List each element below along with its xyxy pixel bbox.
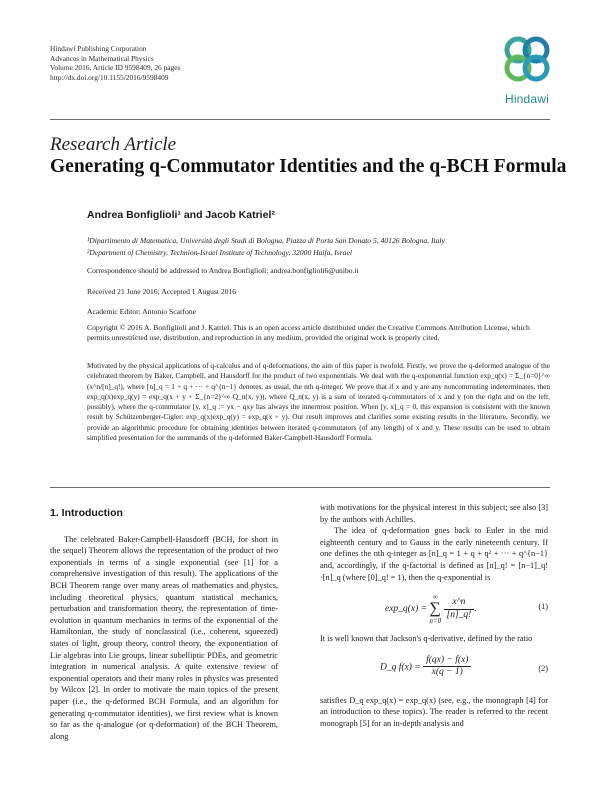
affiliation-2: ²Department of Chemistry, Technion-Israel Institute of Technology, 32000 Haifa, Israel [87, 248, 352, 257]
eq1-sum-top: ∞ [432, 593, 438, 602]
eq1-sum-bottom: n=0 [429, 617, 442, 626]
right-column [320, 502, 548, 730]
logo-wordmark: Hindawi [504, 92, 550, 106]
abstract: Motivated by the physical applications of q-calculus and of q-deformations, the aim of this paper is twofold. Firstly, we prove the q-deformed analogue of the celebrated theorem by Baker, Campbell, and Hausdorff for the product of two exponentials. We deal with the q-exponential function exp_q(x) = Σ_{n=0}^∞ (x^n/[n]_q!), where [n]_q = 1 + q + ··· + q^{n−1} denotes, as usual, the nth q-integer. We prove that if x and y are any noncommuting indeterminates, then exp_q(x)exp_q(y) = exp_q(x + y + Σ_{n=2}^∞ Q_n(x, y)), where Q_n(x, y) is a sum of iterated q-commutators of x and y (on the right and on the left, possibly), where the q-commutator [y, x]_q := yx − qxy has always the innermost position. When [y, x]_q = 0, this expansion is consistent with the known result by Schützenberger-Cigler: exp_q(x)exp_q(y) = exp_q(x + y). Our result improves and clarifies some existing results in the literature. Secondly, we provide an algorithmic procedure for obtaining identities between iterated q-commutators (of any length) of x and y. These results can be used to obtain simplified presentation for the summands of the q-deformed Baker-Campbell-Hausdorff Formula. [87, 361, 550, 443]
correspondence: Correspondence should be addressed to Andrea Bonfiglioli; andrea.bonfiglioli6@unibo.it [87, 266, 359, 275]
equation-2 [320, 651, 548, 689]
eq1-fraction [444, 597, 475, 621]
hindawi-logo-icon [492, 30, 562, 90]
eq1-number: (1) [538, 602, 548, 612]
paper-title: Generating q-Commutator Identities and the q-BCH Formula [50, 156, 567, 177]
doi-link[interactable]: http://dx.doi.org/10.1155/2016/9598409 [50, 72, 169, 82]
article-type: Research Article [50, 134, 177, 155]
dates: Received 21 June 2016; Accepted 1 August 2016 [87, 287, 237, 296]
right-paragraph-1: with motivations for the physical interest in this subject; see also [3] by the authors with Achilles. [320, 503, 548, 524]
affiliation-1: ¹Dipartimento di Matematica, Università degli Studi di Bologna, Piazza di Porta San Donato 5, 40126 Bologna, Italy [87, 236, 445, 245]
eq1-lhs: exp_q(x) = [385, 604, 428, 615]
section-heading: 1. Introduction [50, 507, 123, 519]
eq1-numerator: x^n [444, 597, 475, 610]
academic-editor: Academic Editor: Antonio Scarfone [87, 307, 197, 316]
eq1-denominator: [n]_q! [446, 609, 472, 620]
authors: Andrea Bonfiglioli¹ and Jacob Katriel² [87, 209, 275, 221]
abstract-divider [50, 487, 550, 488]
left-column [50, 502, 278, 742]
volume-info: Volume 2016, Article ID 9598409, 26 pages [50, 63, 181, 73]
right-paragraph-2: The idea of q-deformation goes back to Euler in the mid eighteenth century and to Gauss in the early nineteenth century. If one defines the nth q-integer as [n]_q = 1 + q + q² + ··· + q^{n−1} and, accordingly, if the q-factorial is defined as [n]_q! = [n−1]_q!·[n]_q (where [0]_q! = 1), then the q-exponential is [320, 526, 548, 582]
eq2-fraction [423, 655, 471, 679]
eq1-tail: . [474, 604, 477, 615]
hindawi-logo [492, 30, 562, 108]
journal-header [50, 44, 180, 82]
copyright: Copyright © 2016 A. Bonfiglioli and J. Katriel. This is an open access article distributed under the Creative Commons Attribution License, which permits unrestricted use, distribution, and reproduction in any medium, provided the original work is properly cited. [87, 323, 530, 342]
eq2-numerator: f(qx) − f(x) [423, 655, 471, 668]
eq2-lhs: D_q f(x) = [380, 662, 421, 673]
equation-1 [320, 589, 548, 627]
intro-paragraph: The celebrated Baker-Campbell-Hausdorff (BCH, for short in the sequel) Theorem allows the representation of the product of two exponentials in terms of a single exponential (see [1] for a comprehensive investigation of this result). The applications of the BCH Theorem range over many areas of mathematics and physics, including theoretical physics, quantum statistical mechanics, perturbation and transformation theory, the representation of time-evolution in quantum mechanics in terms of the exponential of the Hamiltonian, the study of nonclassical (i.e., coherent, squeezed) states of light, group theory, control theory, the exponentiation of Lie algebras into Lie groups, linear subelliptic PDEs, and geometric integration in numerical analysis. A quite extensive review of exponential operators and their many roles in physics was presented by Wilcox [2]. In order to motivate the main topics of the present paper (i.e., the q-deformed BCH Formula, and an algorithm for generating q-commutator identities), we first review what is known so far as the q-analogue (or q-deformation) of the BCH Theorem, along [50, 534, 278, 741]
eq1-sum: ∞ ∑ n=0 [429, 593, 442, 626]
header-divider [50, 119, 550, 120]
publisher: Hindawi Publishing Corporation [50, 44, 147, 53]
journal-name: Advances in Mathematical Physics [50, 53, 154, 63]
eq2-number: (2) [538, 663, 548, 673]
right-paragraph-4: satisfies D_q exp_q(x) = exp_q(x) (see, e.g., the monograph [4] for an introduction to these topics). The reader is referred to the recent monograph [5] for an in-depth analysis and [320, 695, 548, 728]
right-paragraph-3: It is well known that Jackson's q-derivative, defined by the ratio [320, 634, 533, 644]
eq2-denominator: x(q − 1) [431, 667, 463, 678]
